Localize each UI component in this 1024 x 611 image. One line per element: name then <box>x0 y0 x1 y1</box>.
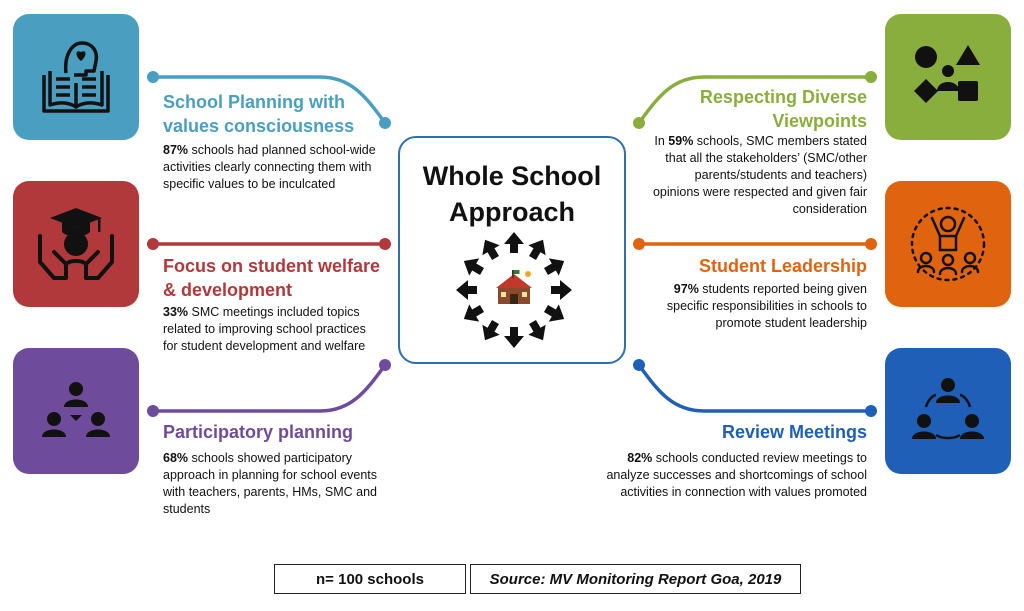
pct-participatory-planning: 68% <box>163 451 189 465</box>
outward-arrow-icon <box>541 300 569 328</box>
desc-participatory-planning-text: schools showed participatory approach in planning for school events with teachers, parents, HMs, SMC and students <box>163 451 378 516</box>
title-review-meetings: Review Meetings <box>721 422 867 442</box>
pct-review-meetings: 82% <box>627 451 653 465</box>
title-student-welfare: Focus on student welfare & development <box>163 256 381 300</box>
source-box: Source: MV Monitoring Report Goa, 2019 <box>470 564 801 594</box>
icon-box-participatory-planning <box>13 348 139 474</box>
outward-arrow-icon <box>459 300 487 328</box>
school-building-icon <box>496 270 532 304</box>
outward-arrow-icon <box>476 317 504 345</box>
desc-review-meetings <box>600 450 867 501</box>
outward-arrow-icon <box>504 232 524 253</box>
icon-box-diverse-viewpoints <box>885 14 1011 140</box>
title-student-leadership: Student Leadership <box>698 256 867 276</box>
pct-student-welfare: 33% <box>163 305 189 319</box>
book-head-heart-icon <box>34 35 118 119</box>
group-network-icon <box>34 369 118 453</box>
desc-school-planning-text: schools had planned school-wide activities clearly connecting them with specific values to be inculcated <box>163 143 376 191</box>
desc-diverse-viewpoints <box>652 133 867 218</box>
desc-student-leadership-text: students reported being given specific responsibilities in schools to promote student leadership <box>666 282 867 330</box>
pct-school-planning: 87% <box>163 143 189 157</box>
desc-student-welfare-text: SMC meetings included topics related to improving school practices for student development and welfare <box>163 305 366 353</box>
outward-arrow-icon <box>504 327 524 348</box>
meeting-circle-icon <box>906 369 990 453</box>
outward-arrow-icon <box>456 280 477 300</box>
icon-box-review-meetings <box>885 348 1011 474</box>
arrow-ring-icon <box>444 230 584 350</box>
center-title: Whole School Approach <box>422 161 602 227</box>
title-school-planning: School Planning with values consciousness <box>163 92 355 136</box>
desc-diverse-viewpoints-prefix: In <box>654 134 669 148</box>
center-box <box>398 136 626 364</box>
desc-school-planning <box>163 142 378 193</box>
shapes-person-icon <box>906 35 990 119</box>
pct-diverse-viewpoints: 59% <box>668 134 694 148</box>
outward-arrow-icon <box>551 280 572 300</box>
outward-arrow-icon <box>541 252 569 280</box>
sample-size-box: n= 100 schools <box>274 564 466 594</box>
icon-box-school-planning <box>13 14 139 140</box>
title-participatory-planning: Participatory planning <box>163 422 354 442</box>
outward-arrow-icon <box>476 235 504 263</box>
graduate-hands-icon <box>34 202 118 286</box>
title-diverse-viewpoints: Respecting Diverse Viewpoints <box>699 87 867 131</box>
desc-review-meetings-text: schools conducted review meetings to analyze successes and shortcomings of school activities in connection with values promoted <box>606 451 867 499</box>
pct-student-leadership: 97% <box>673 282 699 296</box>
outward-arrow-icon <box>524 317 552 345</box>
icon-box-student-leadership <box>885 181 1011 307</box>
desc-participatory-planning <box>163 450 383 518</box>
leader-group-icon <box>906 202 990 286</box>
icon-box-student-welfare <box>13 181 139 307</box>
desc-diverse-viewpoints-text: schools, SMC members stated that all the stakeholders’ (SMC/other parents/students and teachers) opinions were respected and given fair consideration <box>652 134 867 216</box>
outward-arrow-icon <box>459 252 487 280</box>
desc-student-welfare <box>163 304 373 355</box>
desc-student-leadership <box>662 281 867 332</box>
outward-arrow-icon <box>524 235 552 263</box>
